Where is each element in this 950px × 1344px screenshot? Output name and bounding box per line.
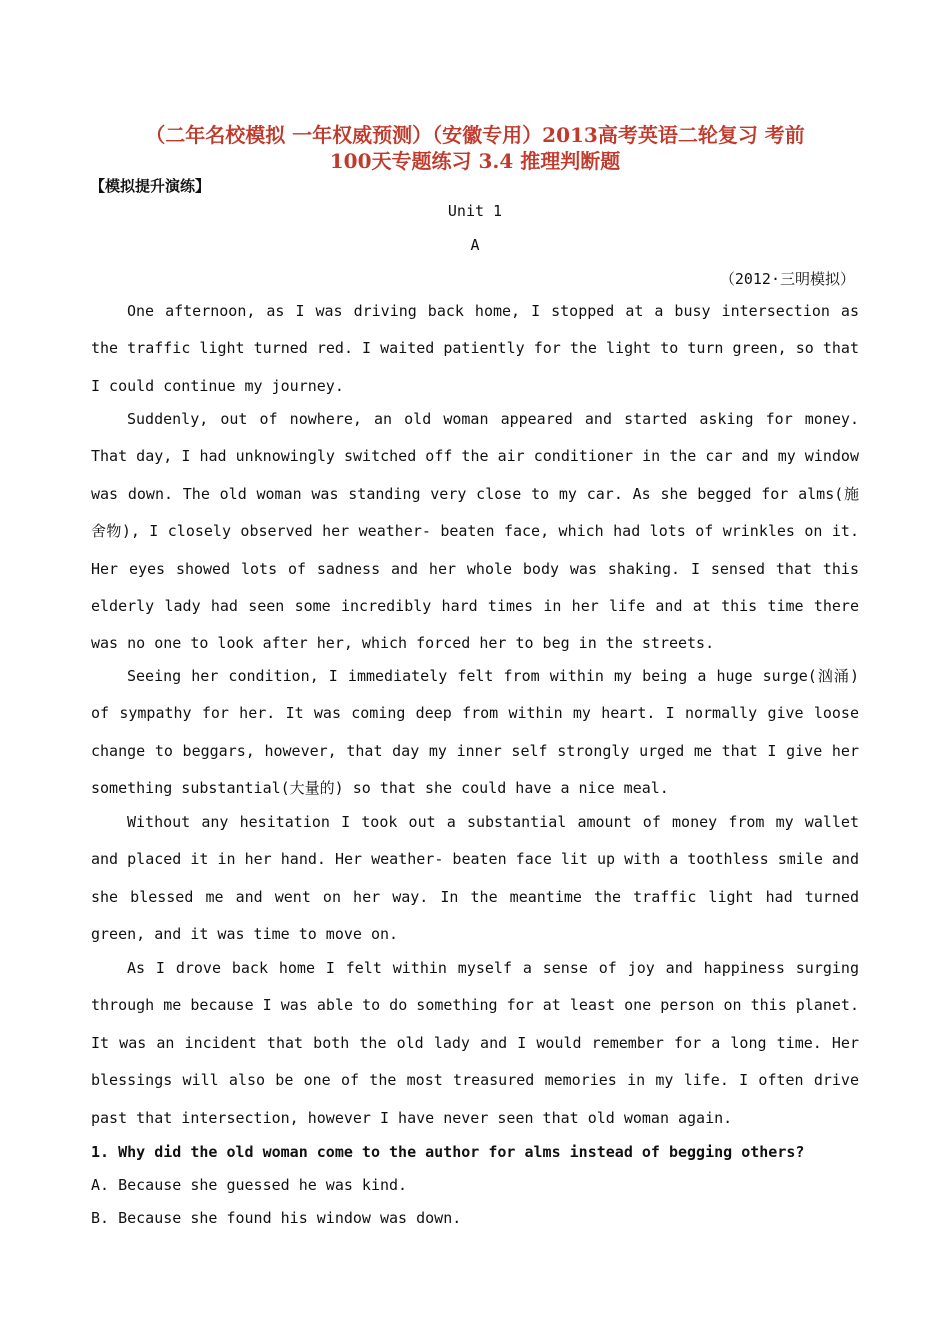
answer-option-a: A. Because she guessed he was kind.	[91, 1176, 408, 1194]
passage-paragraph: Suddenly, out of nowhere, an old woman appeared and started asking for money. That day, I had unknowingly switched off the air conditioner in the car and my window was down. The old woman was standing very close to my car. As she begged for alms(施舍物), I closely observed her weather- beaten face, which had lots of wrinkles on it. Her eyes showed lots of sadness and her whole body was shaking. I sensed that this elderly lady had seen some incredibly hard times in her life and at this time there was no one to look after her, which forced her to beg in the streets.	[91, 410, 859, 653]
passage-paragraph: As I drove back home I felt within myself a sense of joy and happiness surging through me because I was able to do something for at least one person on this planet. It was an incident that both the old lady and I would remember for a long time. Her blessings will also be one of the most treasured memories in my life. I often drive past that intersection, however I have never seen that old woman again.	[91, 959, 859, 1127]
section-label: 【模拟提升演练】	[90, 177, 211, 195]
document-title-line-1: （二年名校模拟 一年权威预测）（安徽专用）2013高考英语二轮复习 考前	[145, 123, 805, 147]
passage-paragraph: Seeing her condition, I immediately felt from within my being a huge surge(汹涌) of sympathy for her. It was coming deep from within my heart. I normally give loose change to beggars, however, that day my inner self strongly urged me that I give her something substantial(大量的) so that she could have a nice meal.	[91, 667, 859, 798]
passage-paragraph: Without any hesitation I took out a substantial amount of money from my wallet and placed it in her hand. Her weather- beaten face lit up with a toothless smile and she blessed me and went on her way. In the meantime the traffic light had turned green, and it was time to move on.	[91, 813, 859, 944]
part-heading: A	[470, 236, 480, 254]
unit-heading: Unit 1	[447, 202, 503, 220]
passage-paragraph: One afternoon, as I was driving back home, I stopped at a busy intersection as the traffic light turned red. I waited patiently for the light to turn green, so that I could continue my journey.	[91, 302, 859, 395]
document-title-line-2: 100天专题练习 3.4 推理判断题	[329, 149, 621, 173]
answer-option-b: B. Because she found his window was down.	[91, 1209, 462, 1227]
question-stem: 1. Why did the old woman come to the author for alms instead of begging others?	[91, 1143, 805, 1161]
source-note: （2012·三明模拟）	[719, 270, 855, 288]
